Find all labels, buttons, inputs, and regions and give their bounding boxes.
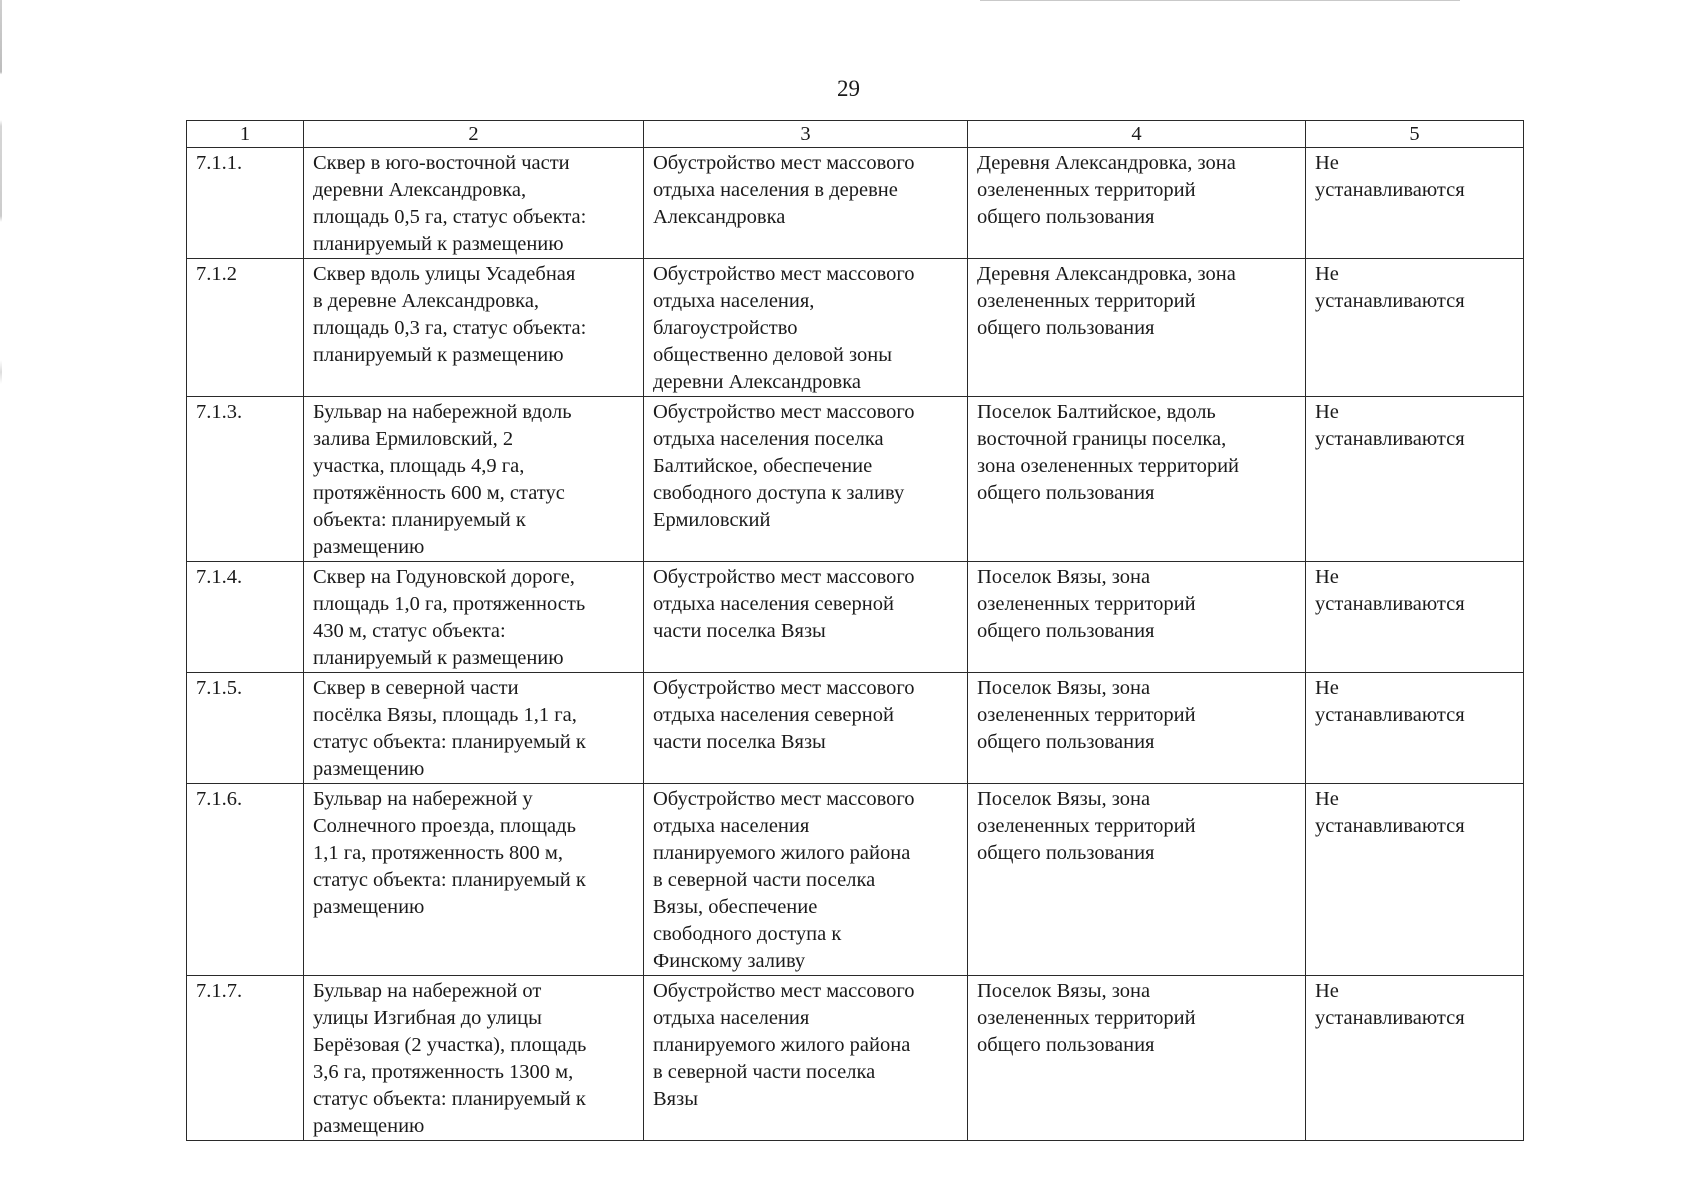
column-header-2: 2 (304, 121, 644, 148)
table-row (187, 259, 1524, 397)
scan-edge-artifact (0, 0, 2, 1200)
table-row (187, 976, 1524, 1141)
table-row (187, 562, 1524, 673)
object-purpose: Обустройство мест массового отдыха населения в деревне Александровка (644, 148, 968, 259)
object-purpose: Обустройство мест массового отдыха населения, благоустройство общественно деловой зоны деревни Александровка (644, 259, 968, 397)
row-number: 7.1.1. (187, 148, 304, 259)
page-number: 29 (837, 76, 860, 101)
object-purpose: Обустройство мест массового отдыха населения северной части поселка Вязы (644, 562, 968, 673)
row-number: 7.1.3. (187, 397, 304, 562)
column-header-4: 4 (968, 121, 1306, 148)
restriction-zones: Не устанавливаются (1306, 259, 1524, 397)
restriction-zones: Не устанавливаются (1306, 397, 1524, 562)
row-number: 7.1.4. (187, 562, 304, 673)
object-description: Сквер в северной части посёлка Вязы, площадь 1,1 га, статус объекта: планируемый к размещению (304, 673, 644, 784)
object-location: Поселок Балтийское, вдоль восточной границы поселка, зона озелененных территорий общего пользования (968, 397, 1306, 562)
restriction-zones: Не устанавливаются (1306, 148, 1524, 259)
object-location: Поселок Вязы, зона озелененных территорий общего пользования (968, 784, 1306, 976)
row-number: 7.1.2 (187, 259, 304, 397)
table-row (187, 784, 1524, 976)
column-header-5: 5 (1306, 121, 1524, 148)
object-location: Деревня Александровка, зона озелененных территорий общего пользования (968, 148, 1306, 259)
restriction-zones: Не устанавливаются (1306, 976, 1524, 1141)
row-number: 7.1.5. (187, 673, 304, 784)
restriction-zones: Не устанавливаются (1306, 784, 1524, 976)
object-description: Сквер на Годуновской дороге, площадь 1,0 га, протяженность 430 м, статус объекта: планируемый к размещению (304, 562, 644, 673)
object-location: Деревня Александровка, зона озелененных территорий общего пользования (968, 259, 1306, 397)
table-row (187, 397, 1524, 562)
table-row (187, 673, 1524, 784)
row-number: 7.1.7. (187, 976, 304, 1141)
object-description: Сквер вдоль улицы Усадебная в деревне Александровка, площадь 0,3 га, статус объекта: планируемый к размещению (304, 259, 644, 397)
table-row (187, 148, 1524, 259)
object-purpose: Обустройство мест массового отдыха населения поселка Балтийское, обеспечение свободного доступа к заливу Ермиловский (644, 397, 968, 562)
object-location: Поселок Вязы, зона озелененных территорий общего пользования (968, 673, 1306, 784)
column-header-1: 1 (187, 121, 304, 148)
object-description: Сквер в юго-восточной части деревни Александровка, площадь 0,5 га, статус объекта: планируемый к размещению (304, 148, 644, 259)
object-description: Бульвар на набережной у Солнечного проезда, площадь 1,1 га, протяженность 800 м, статус объекта: планируемый к размещению (304, 784, 644, 976)
object-description: Бульвар на набережной вдоль залива Ермиловский, 2 участка, площадь 4,9 га, протяжённость 600 м, статус объекта: планируемый к размещению (304, 397, 644, 562)
object-description: Бульвар на набережной от улицы Изгибная до улицы Берёзовая (2 участка), площадь 3,6 га, протяженность 1300 м, статус объекта: планируемый к размещению (304, 976, 644, 1141)
scan-line-artifact (980, 0, 1460, 1)
object-purpose: Обустройство мест массового отдыха населения планируемого жилого района в северной части поселка Вязы (644, 976, 968, 1141)
object-purpose: Обустройство мест массового отдыха населения северной части поселка Вязы (644, 673, 968, 784)
object-location: Поселок Вязы, зона озелененных территорий общего пользования (968, 976, 1306, 1141)
object-location: Поселок Вязы, зона озелененных территорий общего пользования (968, 562, 1306, 673)
restriction-zones: Не устанавливаются (1306, 673, 1524, 784)
header-row (187, 121, 1524, 148)
restriction-zones: Не устанавливаются (1306, 562, 1524, 673)
column-header-3: 3 (644, 121, 968, 148)
object-purpose: Обустройство мест массового отдыха населения планируемого жилого района в северной части поселка Вязы, обеспечение свободного доступа к Финскому заливу (644, 784, 968, 976)
row-number: 7.1.6. (187, 784, 304, 976)
objects-table (186, 120, 1524, 1141)
